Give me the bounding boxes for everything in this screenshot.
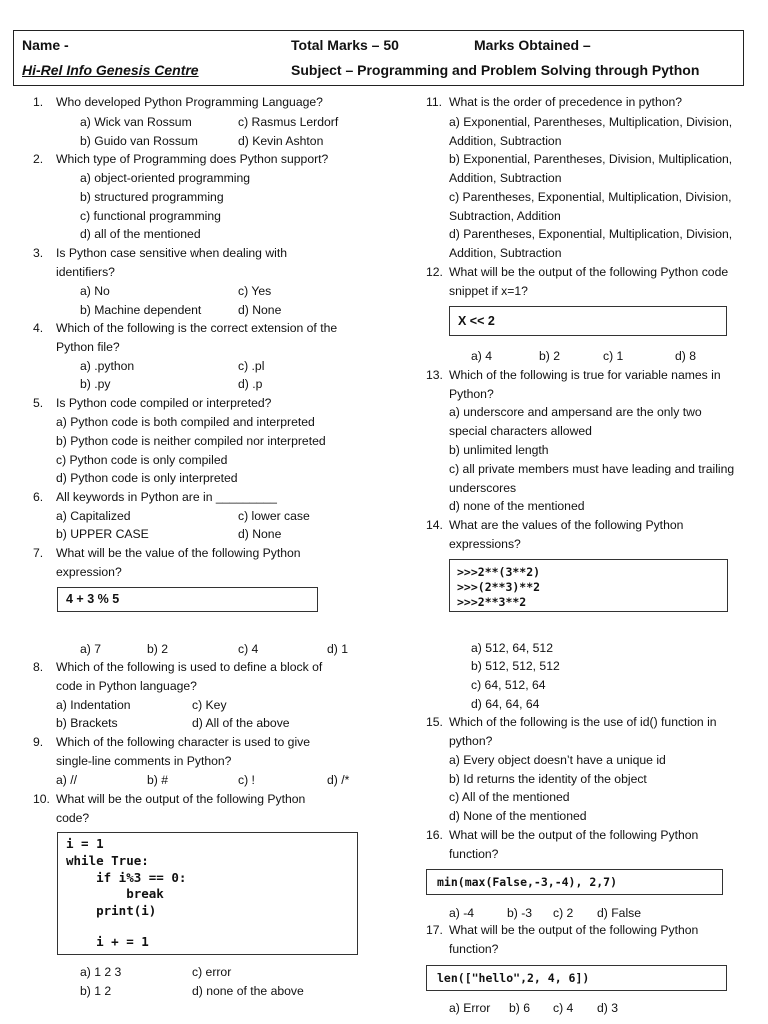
q17-code: len(["hello",2, 4, 6])	[437, 971, 590, 985]
q1-option-c: c) Rasmus Lerdorf	[238, 115, 339, 129]
q6-option-d: d) None	[238, 527, 282, 541]
q15-text-line2: python?	[449, 734, 493, 748]
q17-text-line2: function?	[449, 942, 499, 956]
q16-option-a: a) -4	[449, 906, 475, 920]
q12-text-line1: What will be the output of the following Python code	[449, 265, 729, 279]
q3-option-b: b) Machine dependent	[80, 303, 202, 317]
q11-option-d-line2: Addition, Subtraction	[449, 246, 562, 260]
q1-option-d: d) Kevin Ashton	[238, 134, 324, 148]
q13-number: 13.	[426, 368, 443, 382]
q3-option-a: a) No	[80, 284, 110, 298]
q17-text-line1: What will be the output of the following Python	[449, 923, 699, 937]
q5-text: Is Python code compiled or interpreted?	[56, 396, 272, 410]
q14-option-c: c) 64, 512, 64	[471, 678, 546, 692]
q2-option-c: c) functional programming	[80, 209, 221, 223]
q8-option-b: b) Brackets	[56, 716, 118, 730]
q14-code-line-2: >>>(2**3)**2	[457, 580, 541, 594]
q15-option-d: d) None of the mentioned	[449, 809, 587, 823]
q6-text: All keywords in Python are in _________	[56, 490, 277, 504]
q9-option-d: d) /*	[327, 773, 350, 787]
q9-number: 9.	[33, 735, 44, 749]
q2-option-a: a) object-oriented programming	[80, 171, 251, 185]
q13-option-d: d) none of the mentioned	[449, 499, 585, 513]
q5-option-d: d) Python code is only interpreted	[56, 471, 238, 485]
q10-code-line-1: i = 1	[66, 836, 104, 851]
q9-option-b: b) #	[147, 773, 169, 787]
q4-text-line1: Which of the following is the correct extension of the	[56, 321, 338, 335]
q10-number: 10.	[33, 792, 50, 806]
q12-number: 12.	[426, 265, 443, 279]
q11-option-d-line1: d) Parentheses, Exponential, Multiplication, Division,	[449, 227, 733, 241]
q13-option-a-line2: special characters allowed	[449, 424, 592, 438]
q3-option-d: d) None	[238, 303, 282, 317]
q3-option-c: c) Yes	[238, 284, 272, 298]
q16-text-line1: What will be the output of the following Python	[449, 828, 699, 842]
q8-text-line1: Which of the following is used to define a block of	[56, 660, 323, 674]
q11-option-a-line1: a) Exponential, Parentheses, Multiplication, Division,	[449, 115, 733, 129]
q7-option-b: b) 2	[147, 642, 169, 656]
q15-option-b: b) Id returns the identity of the object	[449, 772, 647, 786]
q2-text: Which type of Programming does Python support?	[56, 152, 329, 166]
q16-option-d: d) False	[597, 906, 642, 920]
q10-code-line-4: break	[66, 886, 164, 901]
q6-option-c: c) lower case	[238, 509, 310, 523]
q4-option-b: b) .py	[80, 377, 111, 391]
q16-option-c: c) 2	[553, 906, 574, 920]
q10-code-line-7: i + = 1	[66, 934, 149, 949]
q16-text-line2: function?	[449, 847, 499, 861]
q9-option-a: a) //	[56, 773, 77, 787]
q4-option-a: a) .python	[80, 359, 135, 373]
q7-option-c: c) 4	[238, 642, 259, 656]
q2-option-b: b) structured programming	[80, 190, 224, 204]
q14-code-box	[449, 559, 728, 612]
q9-option-c: c) !	[238, 773, 255, 787]
q12-code-box	[449, 306, 727, 336]
q8-option-c: c) Key	[192, 698, 227, 712]
q11-option-b-line2: Addition, Subtraction	[449, 171, 562, 185]
q15-option-c: c) All of the mentioned	[449, 790, 570, 804]
q6-number: 6.	[33, 490, 44, 504]
q12-option-c: c) 1	[603, 349, 624, 363]
q7-code-box	[57, 587, 318, 612]
subject: Subject – Programming and Problem Solving through Python	[291, 62, 700, 78]
q10-option-b: b) 1 2	[80, 984, 112, 998]
q5-option-b: b) Python code is neither compiled nor interpreted	[56, 434, 326, 448]
q5-option-c: c) Python code is only compiled	[56, 453, 228, 467]
q11-option-a-line2: Addition, Subtraction	[449, 134, 562, 148]
q10-option-a: a) 1 2 3	[80, 965, 122, 979]
q1-text: Who developed Python Programming Language?	[56, 95, 323, 109]
q10-text-line1: What will be the output of the following Python	[56, 792, 306, 806]
q7-option-a: a) 7	[80, 642, 102, 656]
q17-number: 17.	[426, 923, 443, 937]
q7-code: 4 + 3 % 5	[66, 592, 120, 606]
q17-option-d: d) 3	[597, 1001, 619, 1015]
q4-text-line2: Python file?	[56, 340, 120, 354]
q11-option-c-line2: Subtraction, Addition	[449, 209, 561, 223]
q10-code-box	[57, 832, 358, 955]
name-label: Name -	[22, 37, 69, 53]
q17-option-b: b) 6	[509, 1001, 531, 1015]
q3-text-line1: Is Python case sensitive when dealing with	[56, 246, 288, 260]
q2-option-d: d) all of the mentioned	[80, 227, 201, 241]
q10-code-line-2: while True:	[66, 853, 149, 868]
q11-number: 11.	[426, 95, 443, 109]
marks-obtained: Marks Obtained –	[474, 37, 591, 53]
q14-text-line2: expressions?	[449, 537, 521, 551]
q4-number: 4.	[33, 321, 44, 335]
q7-option-d: d) 1	[327, 642, 349, 656]
q10-code-line-3: if i%3 == 0:	[66, 870, 187, 885]
q12-option-d: d) 8	[675, 349, 697, 363]
q13-option-c-line2: underscores	[449, 481, 517, 495]
q10-code-line-5: print(i)	[66, 903, 157, 918]
q8-number: 8.	[33, 660, 44, 674]
header-box	[13, 30, 744, 86]
q15-option-a: a) Every object doesn’t have a unique id	[449, 753, 666, 767]
q4-option-d: d) .p	[238, 377, 263, 391]
q1-number: 1.	[33, 95, 44, 109]
q9-text-line2: single-line comments in Python?	[56, 754, 232, 768]
q15-number: 15.	[426, 715, 443, 729]
q17-option-a: a) Error	[449, 1001, 491, 1015]
q3-number: 3.	[33, 246, 44, 260]
q12-option-b: b) 2	[539, 349, 561, 363]
q16-code: min(max(False,-3,-4), 2,7)	[437, 875, 618, 889]
q11-option-c-line1: c) Parentheses, Exponential, Multiplication, Division,	[449, 190, 732, 204]
q17-code-box	[426, 965, 727, 991]
q7-number: 7.	[33, 546, 44, 560]
q13-option-a-line1: a) underscore and ampersand are the only two	[449, 405, 702, 419]
total-marks: Total Marks – 50	[291, 37, 399, 53]
q4-option-c: c) .pl	[238, 359, 265, 373]
q2-number: 2.	[33, 152, 44, 166]
q1-option-b: b) Guido van Rossum	[80, 134, 198, 148]
q10-text-line2: code?	[56, 811, 90, 825]
q14-code-line-1: >>>2**(3**2)	[457, 565, 541, 579]
q8-text-line2: code in Python language?	[56, 679, 197, 693]
q12-text-line2: snippet if x=1?	[449, 284, 528, 298]
q10-option-c: c) error	[192, 965, 232, 979]
q12-option-a: a) 4	[471, 349, 493, 363]
q14-code-line-3: >>>2**3**2	[457, 595, 527, 609]
q14-text-line1: What are the values of the following Python	[449, 518, 684, 532]
q10-option-d: d) none of the above	[192, 984, 304, 998]
q7-text-line1: What will be the value of the following Python	[56, 546, 301, 560]
q17-option-c: c) 4	[553, 1001, 574, 1015]
q11-option-b-line1: b) Exponential, Parentheses, Division, Multiplication,	[449, 152, 733, 166]
q14-option-b: b) 512, 512, 512	[471, 659, 560, 673]
q13-option-c-line1: c) all private members must have leading and trailing	[449, 462, 735, 476]
q5-number: 5.	[33, 396, 44, 410]
q16-number: 16.	[426, 828, 443, 842]
q13-text-line2: Python?	[449, 387, 494, 401]
q14-option-a: a) 512, 64, 512	[471, 641, 553, 655]
centre-name: Hi-Rel Info Genesis Centre	[22, 62, 199, 78]
q16-code-box	[426, 869, 723, 895]
q13-text-line1: Which of the following is true for variable names in	[449, 368, 721, 382]
q8-option-d: d) All of the above	[192, 716, 290, 730]
q14-number: 14.	[426, 518, 443, 532]
q8-option-a: a) Indentation	[56, 698, 131, 712]
q5-option-a: a) Python code is both compiled and interpreted	[56, 415, 315, 429]
q1-option-a: a) Wick van Rossum	[80, 115, 192, 129]
q12-code: X << 2	[458, 314, 495, 328]
q9-text-line1: Which of the following character is used to give	[56, 735, 311, 749]
q6-option-b: b) UPPER CASE	[56, 527, 149, 541]
q14-option-d: d) 64, 64, 64	[471, 697, 540, 711]
q7-text-line2: expression?	[56, 565, 122, 579]
q6-option-a: a) Capitalized	[56, 509, 131, 523]
q15-text-line1: Which of the following is the use of id() function in	[449, 715, 717, 729]
q13-option-b: b) unlimited length	[449, 443, 549, 457]
q16-option-b: b) -3	[507, 906, 533, 920]
q3-text-line2: identifiers?	[56, 265, 115, 279]
q11-text: What is the order of precedence in python?	[449, 95, 683, 109]
